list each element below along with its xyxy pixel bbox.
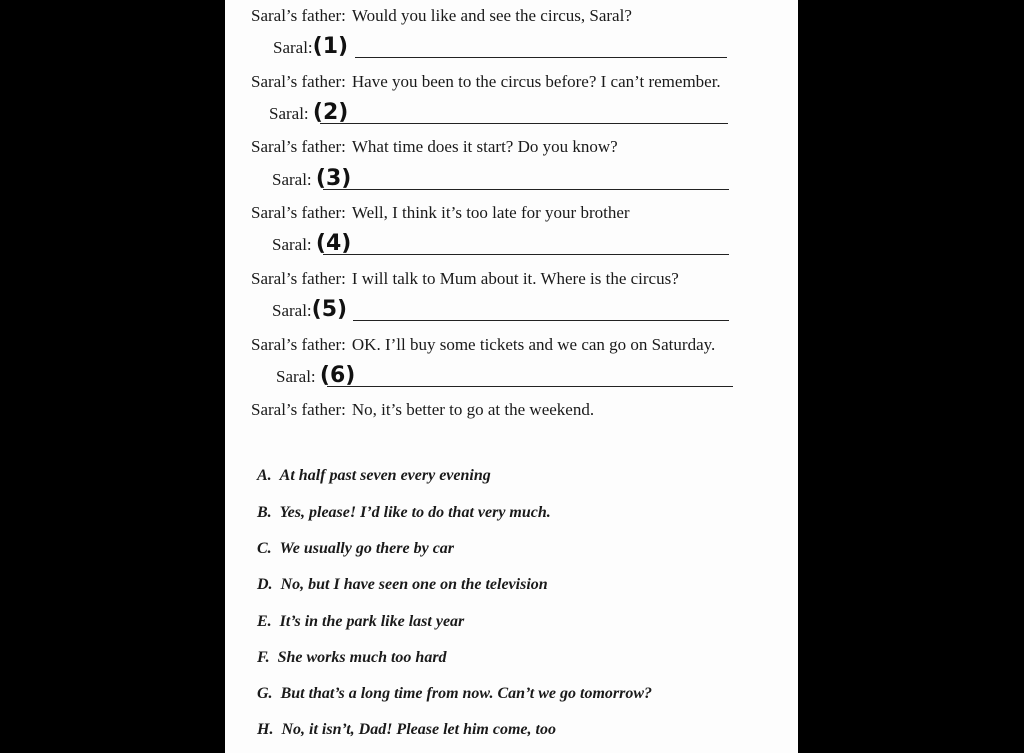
speaker-label: Saral’s father: <box>251 335 346 354</box>
option-letter: E. <box>257 613 272 630</box>
option-e <box>257 613 464 631</box>
option-text: No, it isn’t, Dad! Please let him come, too <box>281 721 556 738</box>
dialogue-text: What time does it start? Do you know? <box>351 137 618 156</box>
speaker-label: Saral’s father: <box>251 269 346 288</box>
speaker-label: Saral’s father: <box>251 72 346 91</box>
speaker-label: Saral: <box>272 301 312 320</box>
saral-reply-5 <box>272 297 347 322</box>
dialogue-text: Well, I think it’s too late for your brother <box>351 203 630 222</box>
option-letter: H. <box>257 721 274 738</box>
speaker-label: Saral: <box>272 170 312 189</box>
answer-blank-6[interactable] <box>327 386 733 387</box>
saral-reply-1 <box>273 34 348 59</box>
dialogue-text: No, it’s better to go at the weekend. <box>351 400 595 419</box>
option-letter: F. <box>257 649 270 666</box>
option-d <box>257 576 548 594</box>
saral-reply-2 <box>269 100 348 125</box>
answer-blank-4[interactable] <box>323 254 729 255</box>
answer-blank-5[interactable] <box>353 320 729 321</box>
option-h <box>257 721 556 739</box>
saral-reply-6 <box>276 363 355 388</box>
option-text: But that’s a long time from now. Can’t we go tomorrow? <box>280 685 653 702</box>
blank-number: (5) <box>311 297 348 322</box>
blank-number: (2) <box>312 100 349 125</box>
dialogue-text: OK. I’ll buy some tickets and we can go on Saturday. <box>351 335 716 354</box>
father-line-2 <box>251 72 721 92</box>
option-text: At half past seven every evening <box>279 467 491 484</box>
option-letter: G. <box>257 685 273 702</box>
option-text: She works much too hard <box>277 649 447 666</box>
option-f <box>257 649 447 667</box>
speaker-label: Saral: <box>276 367 316 386</box>
saral-reply-4 <box>272 231 351 256</box>
blank-number: (4) <box>315 231 352 256</box>
answer-blank-1[interactable] <box>355 57 727 58</box>
speaker-label: Saral’s father: <box>251 6 346 25</box>
option-text: No, but I have seen one on the television <box>280 576 548 593</box>
speaker-label: Saral: <box>273 38 313 57</box>
dialogue-text: I will talk to Mum about it. Where is the circus? <box>351 269 679 288</box>
speaker-label: Saral: <box>272 235 312 254</box>
father-line-3 <box>251 137 618 157</box>
answer-blank-2[interactable] <box>320 123 728 124</box>
option-text: It’s in the park like last year <box>279 613 465 630</box>
speaker-label: Saral’s father: <box>251 400 346 419</box>
dialogue-text: Would you like and see the circus, Saral? <box>351 6 632 25</box>
blank-number: (3) <box>315 166 352 191</box>
saral-reply-3 <box>272 166 351 191</box>
father-line-5 <box>251 269 679 289</box>
father-line-7 <box>251 400 594 420</box>
speaker-label: Saral: <box>269 104 309 123</box>
option-text: Yes, please! I’d like to do that very much. <box>279 504 551 521</box>
answer-blank-3[interactable] <box>323 189 729 190</box>
option-letter: C. <box>257 540 272 557</box>
option-text: We usually go there by car <box>279 540 455 557</box>
option-letter: A. <box>257 467 272 484</box>
blank-number: (6) <box>319 363 356 388</box>
dialogue-text: Have you been to the circus before? I can’t remember. <box>351 72 721 91</box>
father-line-4 <box>251 203 630 223</box>
option-letter: B. <box>257 504 272 521</box>
worksheet-page <box>225 0 798 753</box>
option-b <box>257 504 551 522</box>
option-a <box>257 467 491 485</box>
blank-number: (1) <box>312 34 349 59</box>
option-g <box>257 685 652 703</box>
father-line-1 <box>251 6 632 26</box>
speaker-label: Saral’s father: <box>251 137 346 156</box>
speaker-label: Saral’s father: <box>251 203 346 222</box>
option-letter: D. <box>257 576 273 593</box>
father-line-6 <box>251 335 715 355</box>
option-c <box>257 540 454 558</box>
